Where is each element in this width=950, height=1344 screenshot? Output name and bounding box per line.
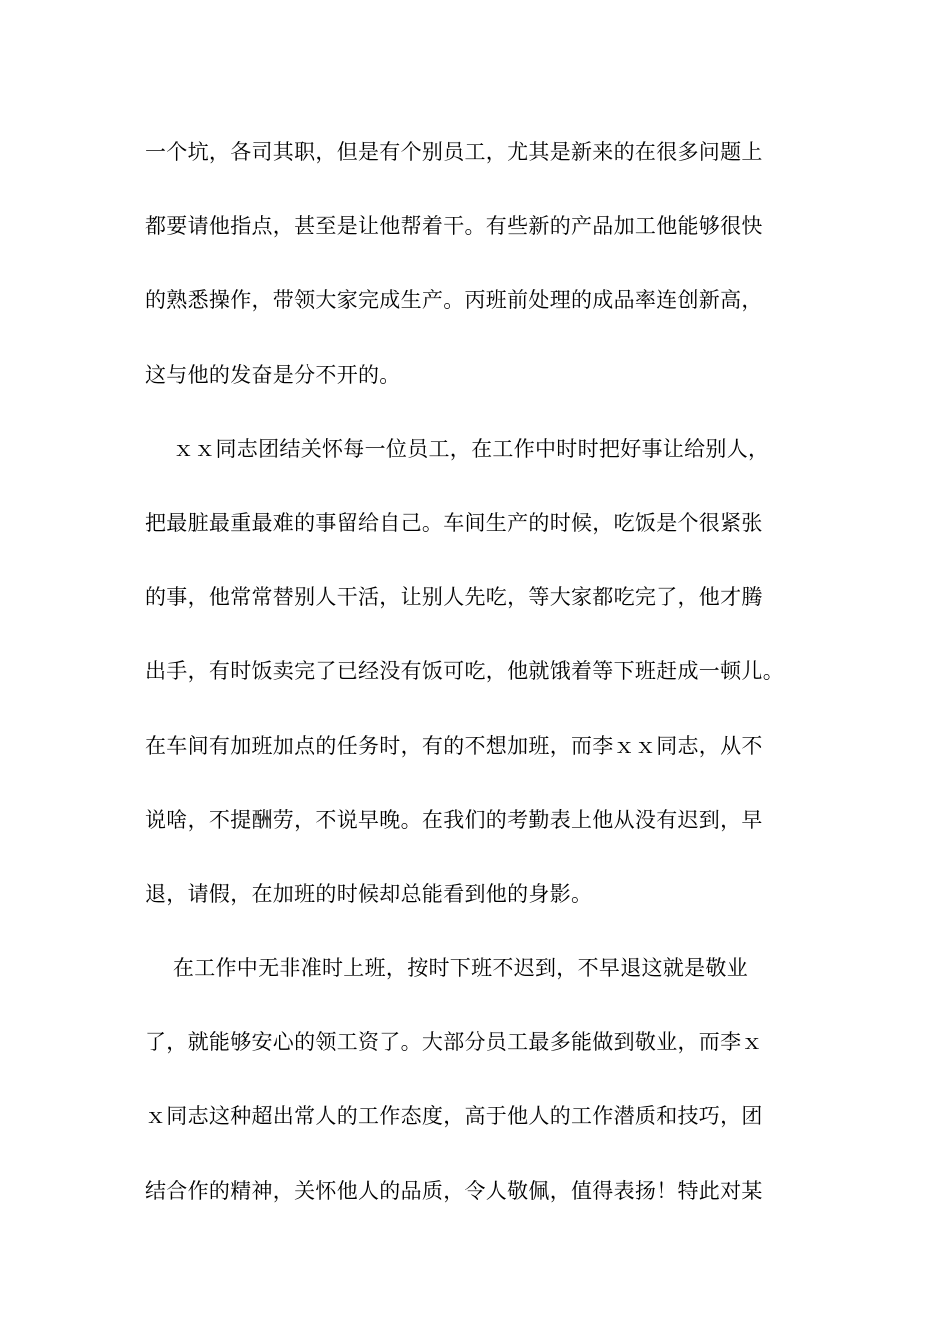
text-line: 出手，有时饭卖完了已经没有饭可吃，他就饿着等下班赶成一顿儿。 xyxy=(145,659,784,684)
text-line: 退，请假，在加班的时候却总能看到他的身影。 xyxy=(145,881,593,906)
text-line: 的熟悉操作，带领大家完成生产。丙班前处理的成品率连创新高， xyxy=(145,288,763,313)
text-line: 在工作中无非准时上班，按时下班不迟到，不早退这就是敬业 xyxy=(145,956,748,981)
text-line: 这与他的发奋是分不开的。 xyxy=(145,362,401,387)
text-line: 结合作的精神，关怀他人的品质，令人敬佩，值得表扬！特此对某 xyxy=(145,1178,763,1203)
text-line: 一个坑，各司其职，但是有个别员工，尤其是新来的在很多问题上 xyxy=(145,140,763,164)
body-text xyxy=(145,130,845,1243)
text-line: 的事，他常常替别人干活，让别人先吃，等大家都吃完了，他才腾 xyxy=(145,585,763,610)
text-line: 了，就能够安心的领工资了。大部分员工最多能做到敬业，而李ｘ xyxy=(145,1030,763,1055)
text-line: 说啥，不提酬劳，不说早晚。在我们的考勤表上他从没有迟到，早 xyxy=(145,807,763,832)
text-line: 在车间有加班加点的任务时，有的不想加班，而李ｘｘ同志，从不 xyxy=(145,733,763,758)
text-line: 都要请他指点，甚至是让他帮着干。有些新的产品加工他能够很快 xyxy=(145,214,763,239)
text-line: 把最脏最重最难的事留给自己。车间生产的时候，吃饭是个很紧张 xyxy=(145,510,763,535)
text-line: ｘ同志这种超出常人的工作态度，高于他人的工作潜质和技巧，团 xyxy=(145,1104,763,1129)
text-line: ｘｘ同志团结关怀每一位员工，在工作中时时把好事让给别人， xyxy=(145,436,770,461)
